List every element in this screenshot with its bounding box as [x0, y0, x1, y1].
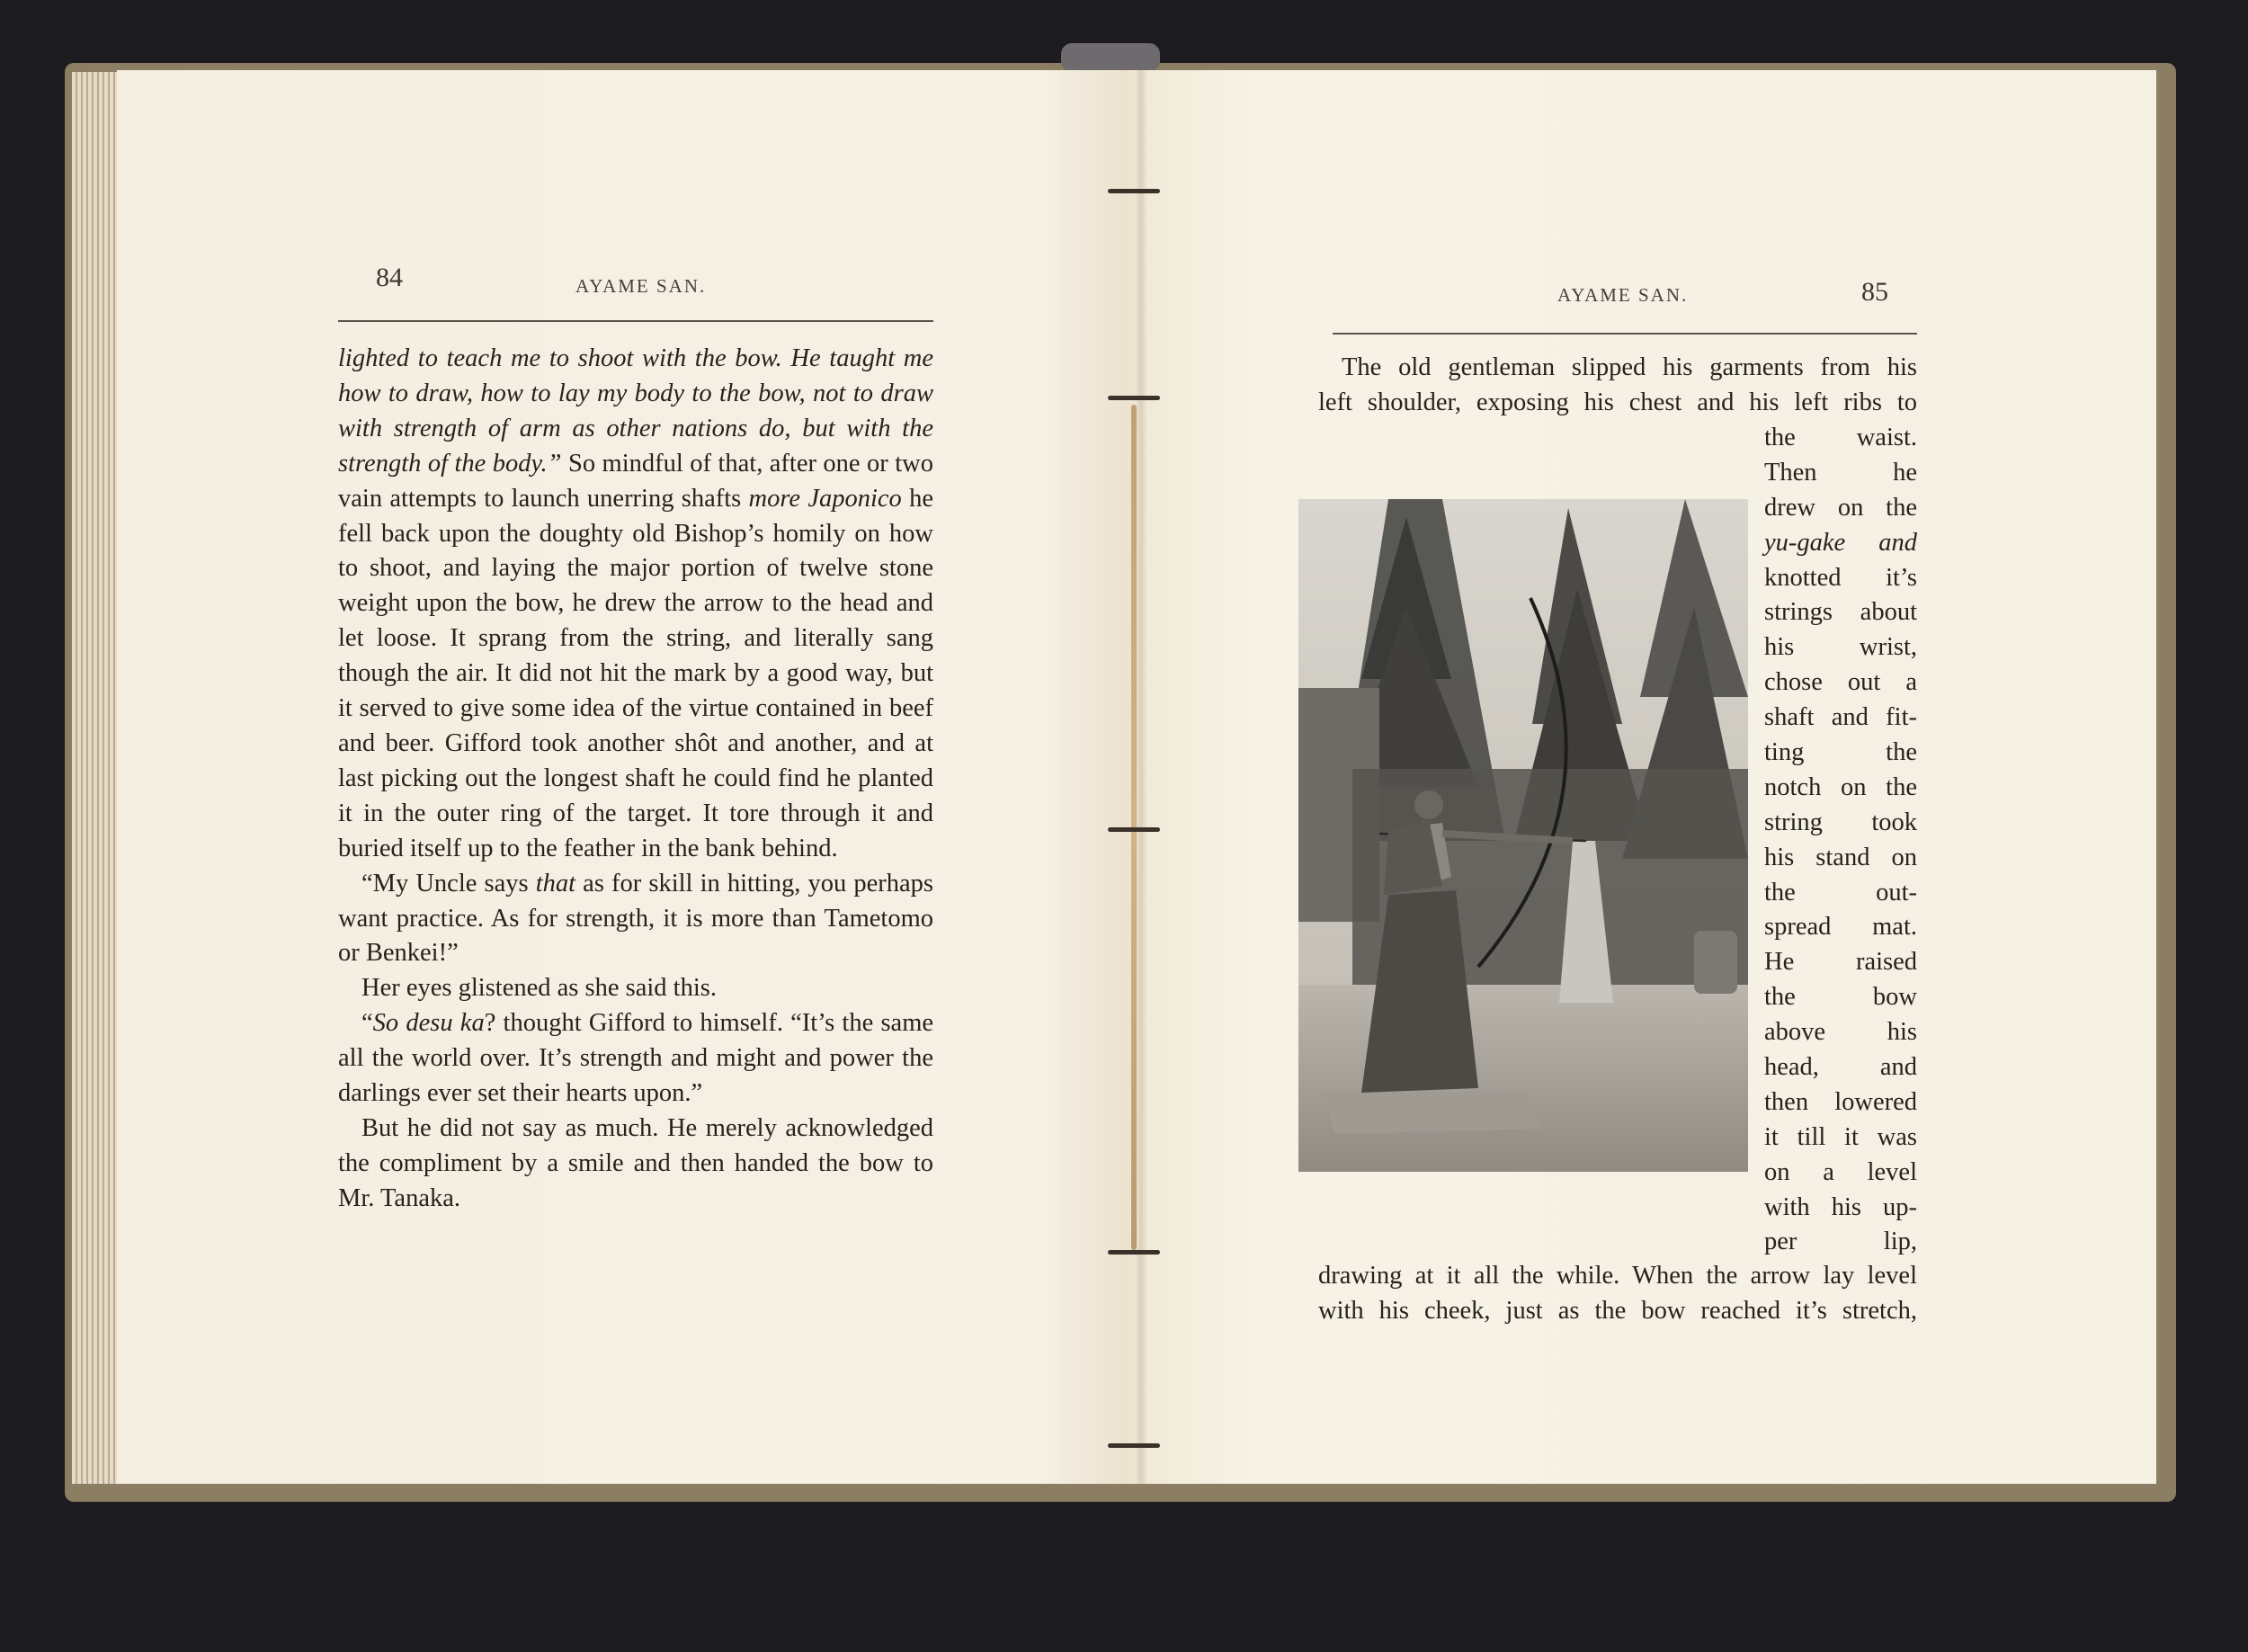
italic-text: that: [535, 869, 576, 897]
paragraph: But he did not say as much. He merely acknowledged the compliment by a smile and then handed the bow to Mr. Tanaka.: [338, 1113, 933, 1212]
text-line: the waist.: [1764, 424, 1917, 451]
text-line: with his cheek, just as the bow reached it’s stretch,: [1318, 1296, 1917, 1325]
text-line: drew on the: [1764, 493, 1917, 522]
text-run: So mindful of that, after one or two vain attempts to launch unerring shafts: [338, 449, 933, 513]
left-page-body: [338, 342, 933, 1217]
text-line: ting the: [1764, 738, 1917, 767]
running-head-left: AYAME SAN.: [575, 275, 707, 297]
text-line: strings about: [1764, 598, 1917, 627]
header-rule-right: [1333, 333, 1917, 335]
text-line: string took: [1764, 808, 1917, 836]
binding-knot: [1108, 189, 1160, 193]
paragraph: Her eyes glistened as she said this.: [361, 974, 717, 1003]
text-line: his wrist,: [1764, 633, 1917, 662]
text-line: shaft and fit-: [1764, 703, 1917, 732]
text-line: [0, 0, 1, 1]
text-line: He raised: [1764, 948, 1917, 977]
text-line: head, and: [1764, 1053, 1917, 1082]
text-line: spread mat.: [1764, 913, 1917, 942]
text-run: “My Uncle says: [361, 869, 536, 897]
paragraph: [338, 1006, 933, 1112]
archer-head: [1414, 790, 1443, 819]
italic-text: yu-gake and: [1764, 528, 1917, 557]
text-line: notch on the: [1764, 772, 1917, 801]
right-page-body-bottom: [1318, 1259, 1917, 1329]
text-line: his stand on: [1764, 843, 1917, 871]
italic-text: So desu ka: [372, 1009, 485, 1038]
gutter-shadow: [1135, 70, 1147, 1484]
text-run: as for skill in hitting, you perhaps want practice. As for strength, it is more than Tametomo or Benkei!”: [338, 869, 934, 968]
text-line: the bow: [1764, 983, 1917, 1012]
mat: [1324, 1091, 1541, 1134]
text-line: with his up-: [1764, 1192, 1917, 1221]
archer-photograph: [1298, 499, 1748, 1172]
binding-knot: [1108, 396, 1160, 400]
right-page-body-top: [1318, 351, 1917, 421]
text-line: then lowered: [1764, 1087, 1917, 1116]
text-line: drawing at it all the while. When the arrow lay level: [1318, 1262, 1917, 1290]
running-head-right: AYAME SAN.: [1557, 284, 1689, 306]
text-line: knotted it’s: [1764, 563, 1917, 592]
text-line: left shoulder, exposing his chest and his left ribs to: [1318, 388, 1917, 416]
text-line: per lip,: [1764, 1228, 1917, 1256]
page-number-right: 85: [1861, 277, 1888, 307]
text-line: Then he: [1764, 458, 1917, 487]
italic-text: lighted to teach me to shoot with the bow. He taught me how to draw, how to lay my body to the bow, not to draw with strength of arm as other nations do, but with the strength of the body.”: [338, 344, 933, 478]
page-number-left: 84: [376, 263, 403, 292]
basket: [1694, 931, 1737, 994]
italic-text: more Japonico: [748, 484, 902, 513]
binding-tie: [1061, 43, 1160, 72]
binding-knot: [1108, 827, 1160, 832]
text-run: “: [361, 1009, 373, 1038]
text-line: the out-: [1764, 878, 1917, 906]
binding-knot: [1108, 1443, 1160, 1448]
text-line: [1764, 526, 1917, 561]
header-rule-left: [338, 320, 933, 322]
paragraph: [338, 342, 933, 867]
text-line: on a level: [1764, 1157, 1917, 1186]
text-line: above his: [1764, 1018, 1917, 1047]
text-line: it till it was: [1764, 1122, 1917, 1151]
text-run: ? thought Gifford to himself. “It’s the same all the world over. It’s strength and might and power the darlings ever set their hearts upon.”: [338, 1009, 934, 1108]
text-run: he fell back upon the doughty old Bishop’s homily on how to shoot, and laying the major portion of twelve stone weight upon the bow, he drew the arrow to the head and let loose. It sprang from the string, and literally sang though the air. It did not hit the mark by a good way, but it served to give some idea of the virtue contained in beef and beer. Gifford took another shôt and another, and at last picking out the longest shaft he could find he planted it in the outer ring of the target. It tore through it and buried itself up to the feather in the bank behind.: [338, 484, 933, 862]
binding-knot: [1108, 1250, 1160, 1255]
paragraph: [338, 867, 933, 972]
text-line: chose out a: [1764, 668, 1917, 697]
text-line: The old gentleman slipped his garments from his: [1342, 353, 1917, 381]
text-wrap-column: [1764, 421, 1917, 1260]
